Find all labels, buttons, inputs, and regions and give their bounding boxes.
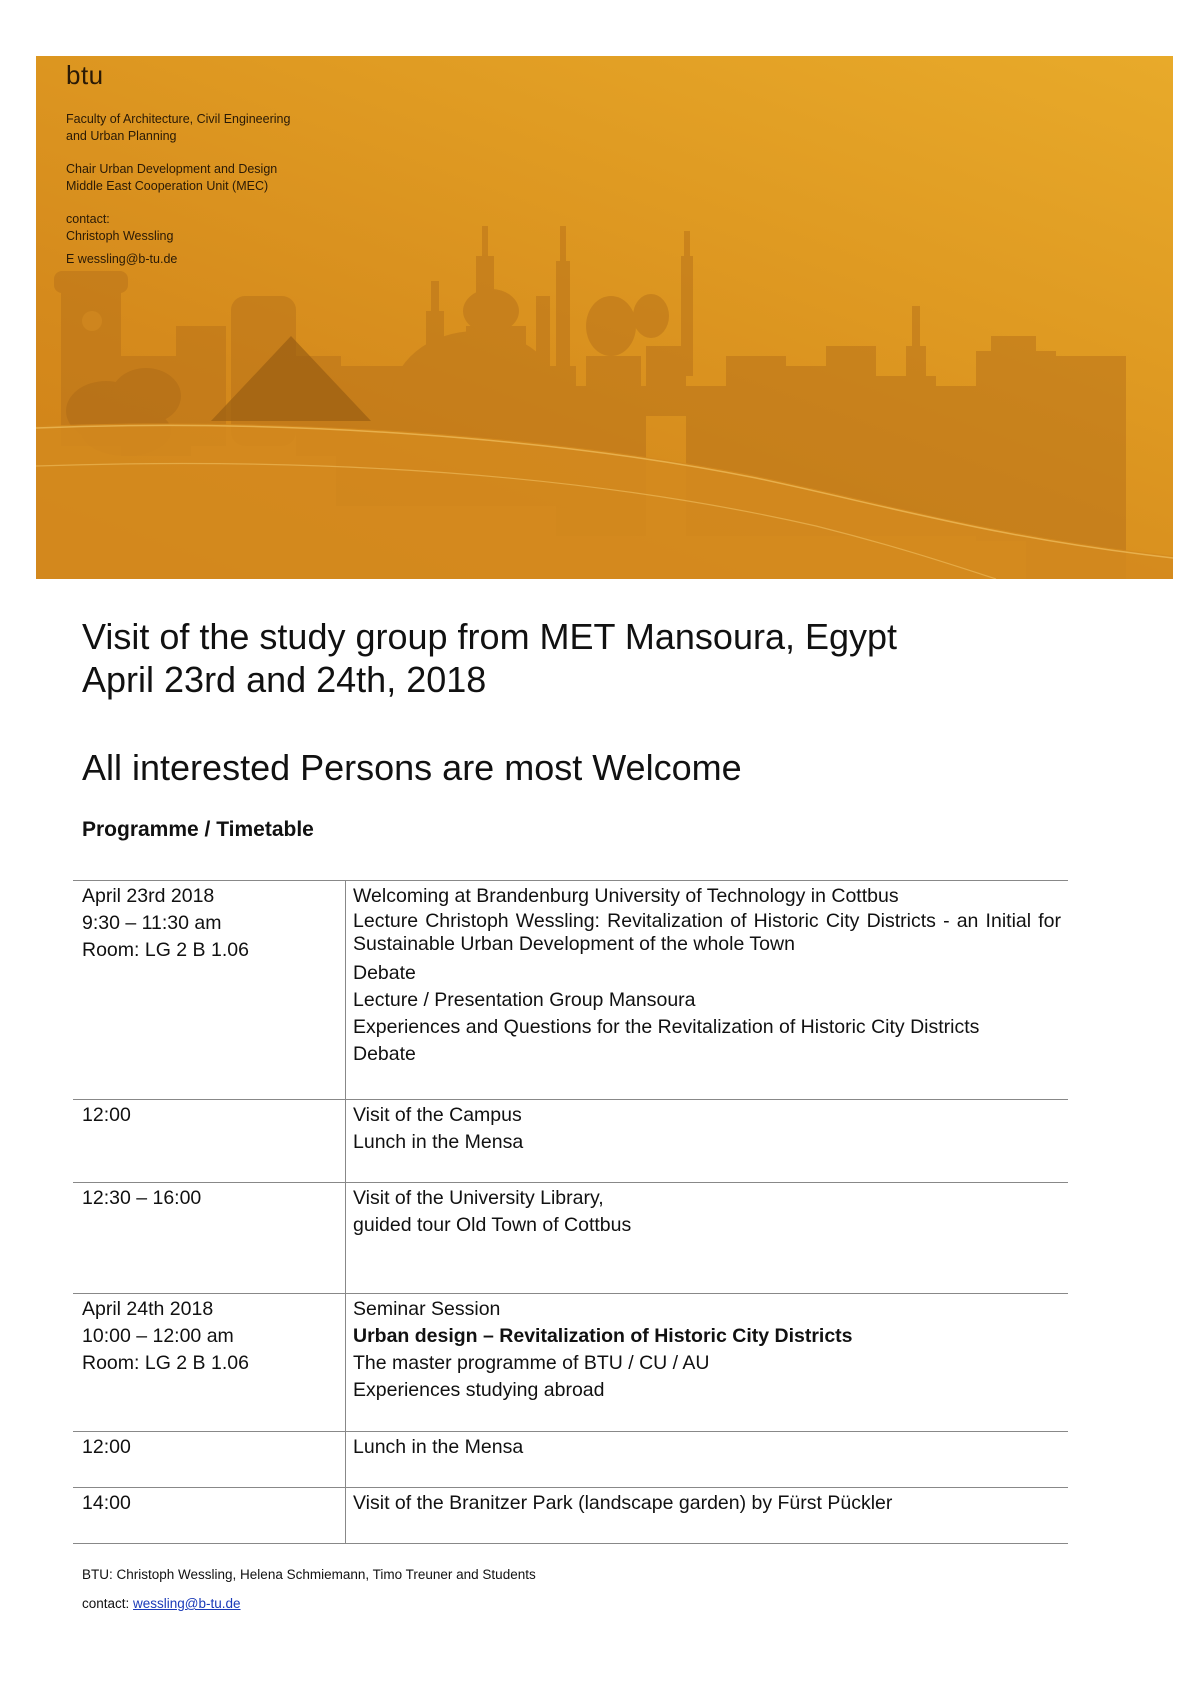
time-cell	[82, 1185, 337, 1212]
activity-cell	[353, 1296, 1061, 1404]
footer-email-link[interactable]: wessling@b-tu.de	[133, 1596, 241, 1611]
activity-cell	[353, 883, 1061, 1068]
activity-item: Visit of the Branitzer Park (landscape garden) by Fürst Pückler	[353, 1492, 893, 1514]
header-banner	[36, 56, 1173, 579]
time-text: 10:00 – 12:00 am	[82, 1325, 234, 1347]
activity-item: Visit of the Campus	[353, 1104, 522, 1126]
activity-cell	[353, 1490, 1061, 1517]
institution-line: and Urban Planning	[66, 129, 177, 143]
city-skyline-illustration	[36, 56, 1173, 579]
timetable-row	[73, 880, 1068, 1099]
activity-item: Visit of the University Library,	[353, 1187, 604, 1209]
date-text: April 23rd 2018	[82, 885, 215, 907]
time-text: 9:30 – 11:30 am	[82, 912, 222, 934]
timetable-row	[73, 1487, 1068, 1544]
activity-item: Welcoming at Brandenburg University of Technology in Cottbus	[353, 885, 899, 907]
activity-cell	[353, 1102, 1061, 1156]
activity-item: Experiences studying abroad	[353, 1379, 605, 1401]
contact-email: E wessling@b-tu.de	[66, 252, 178, 266]
time-text: 14:00	[82, 1492, 131, 1514]
timetable-row	[73, 1431, 1068, 1487]
timetable	[73, 880, 1068, 1544]
footer-credits: BTU: Christoph Wessling, Helena Schmiemann, Timo Treuner and Students	[82, 1567, 536, 1582]
activity-item: Lunch in the Mensa	[353, 1131, 524, 1153]
programme-heading: Programme / Timetable	[82, 818, 314, 841]
brand-logo-text: btu	[66, 60, 104, 90]
contact-name: Christoph Wessling	[66, 229, 174, 243]
page-title: Visit of the study group from MET Mansoura, Egypt	[82, 616, 898, 657]
activity-cell	[353, 1185, 1061, 1239]
room-text: Room: LG 2 B 1.06	[82, 1352, 249, 1374]
time-text: 12:30 – 16:00	[82, 1187, 202, 1209]
time-cell	[82, 883, 337, 964]
activity-item: Lunch in the Mensa	[353, 1436, 524, 1458]
footer-contact-label: contact:	[82, 1596, 134, 1611]
activity-cell	[353, 1434, 1061, 1461]
institution-line: Chair Urban Development and Design	[66, 162, 278, 176]
time-cell	[82, 1434, 337, 1461]
page-title-dates: April 23rd and 24th, 2018	[82, 659, 487, 700]
time-text: 12:00	[82, 1104, 131, 1126]
room-text: Room: LG 2 B 1.06	[82, 939, 249, 961]
timetable-row	[73, 1099, 1068, 1182]
activity-item: Debate	[353, 962, 416, 984]
activity-item: Seminar Session	[353, 1298, 501, 1320]
activity-item: Lecture Christoph Wessling: Revitalization of Historic City Districts - an Initial for Sustainable Urban Development of the whole Town	[353, 910, 1061, 955]
contact-label: contact:	[66, 212, 110, 226]
timetable-row	[73, 1182, 1068, 1293]
time-cell	[82, 1102, 337, 1129]
institution-line: Middle East Cooperation Unit (MEC)	[66, 179, 269, 193]
activity-item: Lecture / Presentation Group Mansoura	[353, 989, 696, 1011]
activity-item: Experiences and Questions for the Revitalization of Historic City Districts	[353, 1016, 980, 1038]
time-cell	[82, 1296, 337, 1377]
timetable-row	[73, 1293, 1068, 1431]
activity-item: The master programme of BTU / CU / AU	[353, 1352, 710, 1374]
time-text: 12:00	[82, 1436, 131, 1458]
institution-line: Faculty of Architecture, Civil Engineering	[66, 112, 291, 126]
welcome-heading: All interested Persons are most Welcome	[82, 747, 742, 788]
activity-item: guided tour Old Town of Cottbus	[353, 1214, 632, 1236]
footer-contact	[82, 1596, 241, 1611]
activity-item: Urban design – Revitalization of Historic City Districts	[353, 1325, 853, 1347]
date-text: April 24th 2018	[82, 1298, 214, 1320]
activity-item: Debate	[353, 1043, 416, 1065]
time-cell	[82, 1490, 337, 1517]
